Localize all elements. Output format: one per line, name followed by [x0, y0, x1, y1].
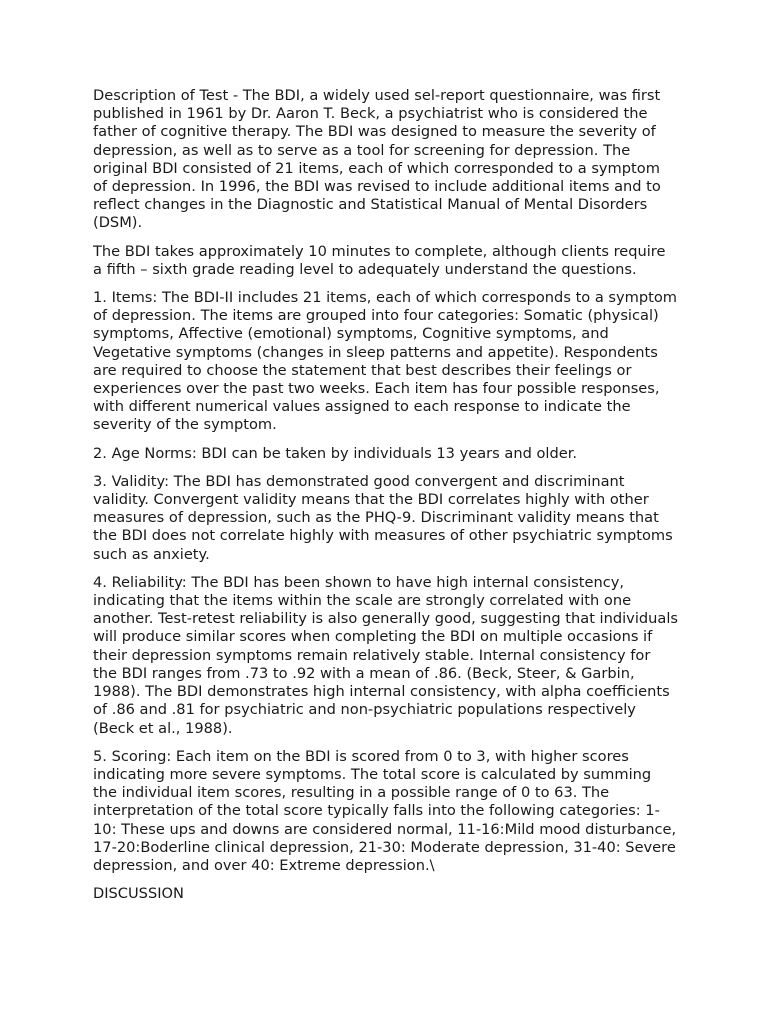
paragraph-description-of-test: Description of Test - The BDI, a widely used sel-report questionnaire, was first published in 1961 by Dr. Aaron T. Beck, a psychiatrist who is considered the father of cognitive therapy. The BDI was designed to measure the severity of depression, as well as to serve as a tool for screening for depression. The original BDI consisted of 21 items, each of which corresponded to a symptom of depression. In 1996, the BDI was revised to include additional items and to reflect changes in the Diagnostic and Statistical Manual of Mental Disorders (DSM). — [93, 87, 661, 232]
paragraph-completion-time: The BDI takes approximately 10 minutes to complete, although clients require a fifth – sixth grade reading level to adequately understand the questions. — [93, 242, 666, 278]
section-heading-discussion: DISCUSSION — [93, 885, 184, 903]
paragraph-items: 1. Items: The BDI-II includes 21 items, each of which corresponds to a symptom of depression. The items are grouped into four categories: Somatic (physical) symptoms, Affective (emotional) symptoms, Cognitive symptoms, and Vegetative symptoms (changes in sleep patterns and appetite). Respondents are required to choose the statement that best describes their feelings or experiences over the past two weeks. Each item has four possible responses, with different numerical values assigned to each response to indicate the severity of the symptom. — [93, 289, 678, 434]
document-body — [93, 87, 678, 903]
paragraph-age-norms: 2. Age Norms: BDI can be taken by individuals 13 years and older. — [93, 444, 578, 462]
paragraph-reliability: 4. Reliability: The BDI has been shown to have high internal consistency, indicating that the items within the scale are strongly correlated with one another. Test-retest reliability is also generally good, suggesting that individuals will produce similar scores when completing the BDI on multiple occasions if their depression symptoms remain relatively stable. Internal consistency for the BDI ranges from .73 to .92 with a mean of .86. (Beck, Steer, & Garbin, 1988). The BDI demonstrates high internal consistency, with alpha coefficients of .86 and .81 for psychiatric and non-psychiatric populations respectively (Beck et al., 1988). — [93, 573, 678, 737]
paragraph-validity: 3. Validity: The BDI has demonstrated good convergent and discriminant validity. Convergent validity means that the BDI correlates highly with other measures of depression, such as the PHQ-9. Discriminant validity means that the BDI does not correlate highly with measures of other psychiatric symptoms such as anxiety. — [93, 472, 673, 563]
paragraph-scoring: 5. Scoring: Each item on the BDI is scored from 0 to 3, with higher scores indicating more severe symptoms. The total score is calculated by summing the individual item scores, resulting in a possible range of 0 to 63. The interpretation of the total score typically falls into the following categories: 1-10: These ups and downs are considered normal, 11-16:Mild mood disturbance, 17-20:Boderline clinical depression, 21-30: Moderate depression, 31-40: Severe depression, and over 40: Extreme depression.\ — [93, 747, 677, 874]
